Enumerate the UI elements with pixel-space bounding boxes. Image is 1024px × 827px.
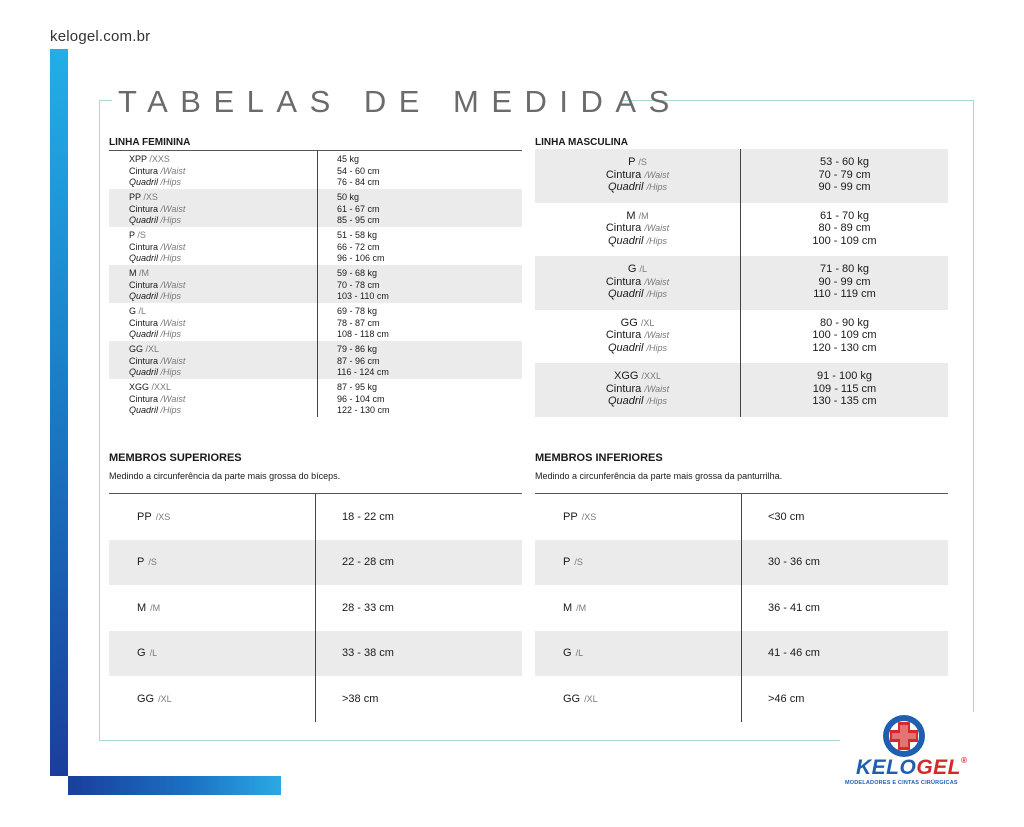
hips-label: Quadril: [607, 181, 644, 193]
size-code-en: /XL: [584, 693, 598, 704]
waist-label: Cintura: [129, 317, 159, 328]
measure-cell: [740, 149, 948, 203]
waist-label-en: /Waist: [644, 276, 670, 287]
measure-cell: [317, 379, 522, 417]
hips-label-line: [129, 215, 317, 227]
size-code-en: /L: [639, 264, 648, 274]
waist-label: Cintura: [129, 165, 159, 176]
size-code-en: /M: [150, 602, 161, 613]
size-cell: [535, 631, 741, 677]
measure-cell: [740, 256, 948, 310]
waist-label-en: /Waist: [160, 165, 186, 176]
size-code-en: /L: [575, 648, 584, 659]
table-linha-masculina: [535, 149, 948, 417]
size-line: [535, 263, 740, 276]
table-linha-feminina: [109, 150, 522, 417]
size-cell: [535, 149, 740, 203]
site-url[interactable]: kelogel.com.br: [50, 28, 151, 45]
size-cell: [109, 151, 317, 189]
measure-cell: [317, 341, 522, 379]
waist-label: Cintura: [129, 355, 159, 366]
table-row: [109, 303, 522, 341]
size-code: GG: [620, 316, 638, 329]
hips-label-line: [535, 395, 740, 408]
waist-label-line: [535, 276, 740, 289]
decorative-horizontal-bar: [68, 776, 281, 795]
table-row: [109, 341, 522, 379]
measure-cell: [315, 540, 522, 586]
logo-word-b: GEL: [916, 756, 962, 779]
size-code: G: [137, 647, 146, 660]
hips-value: 96 - 106 cm: [337, 253, 385, 263]
hips-label-line: [535, 181, 740, 194]
waist-label-en: /Waist: [644, 330, 670, 340]
size-line: [129, 192, 317, 204]
size-code: GG: [563, 692, 581, 705]
table-row: [109, 540, 522, 586]
waist-label: Cintura: [129, 279, 159, 290]
waist-label-en: /Waist: [160, 203, 186, 214]
section-title-linha-feminina: LINHA FEMININA: [109, 137, 191, 148]
size-code: G: [129, 306, 137, 316]
measure-cell: [741, 494, 948, 540]
measure-cell: [315, 494, 522, 540]
hips-value: 120 - 130 cm: [812, 341, 877, 354]
weight-value: 79 - 86 kg: [337, 344, 378, 354]
measure-cell: [740, 310, 948, 364]
size-line: [535, 156, 740, 169]
table-row: [109, 227, 522, 265]
weight-value: 50 kg: [337, 192, 360, 202]
table-row: [109, 585, 522, 631]
size-code-en: /M: [576, 602, 587, 613]
size-cell: [109, 631, 315, 677]
size-code: XPP: [129, 154, 147, 164]
measure-cell: [317, 227, 522, 265]
section-title-membros-inferiores: MEMBROS INFERIORES: [535, 452, 663, 464]
waist-label-line: [129, 280, 317, 292]
hips-label-en: /Hips: [160, 367, 182, 377]
size-code-en: /L: [149, 648, 158, 659]
size-code: M: [137, 601, 147, 614]
weight-value: 61 - 70 kg: [820, 209, 869, 222]
table-membros-superiores: [109, 493, 522, 722]
size-cell: [535, 310, 740, 364]
measure-cell: [317, 303, 522, 341]
hips-label-line: [535, 235, 740, 248]
hips-label: Quadril: [129, 215, 159, 225]
logo-registered-mark: ®: [961, 756, 968, 765]
table-membros-inferiores: [535, 493, 948, 722]
size-code-en: /XS: [155, 511, 171, 522]
section-subtitle-membros-inferiores: Medindo a circunferência da parte mais grossa da panturrilha.: [535, 471, 783, 481]
size-cell: [109, 585, 315, 631]
size-cell: [109, 540, 315, 586]
size-cell: [535, 540, 741, 586]
waist-label: Cintura: [605, 222, 642, 234]
measure-cell: [741, 540, 948, 586]
waist-label-line: [129, 356, 317, 368]
section-title-linha-masculina: LINHA MASCULINA: [535, 137, 628, 148]
hips-label: Quadril: [607, 395, 644, 407]
size-code: PP: [129, 192, 141, 202]
logo-wordmark: [856, 756, 967, 780]
waist-label-en: /Waist: [644, 169, 670, 180]
measure-cell: [741, 631, 948, 677]
hips-label-en: /Hips: [160, 329, 182, 339]
measure-value: 28 - 33 cm: [342, 601, 394, 614]
size-code: G: [563, 647, 572, 660]
hips-value: 103 - 110 cm: [337, 291, 389, 301]
size-line: [535, 317, 740, 330]
weight-value: 91 - 100 kg: [816, 370, 873, 382]
size-code-en: /XL: [145, 344, 160, 354]
hips-label: Quadril: [129, 329, 159, 339]
hips-value: 108 - 118 cm: [337, 329, 389, 339]
weight-value: 80 - 90 kg: [820, 316, 869, 329]
waist-label-line: [535, 222, 740, 235]
hips-label-en: /Hips: [160, 291, 182, 301]
size-code-en: /XL: [640, 317, 655, 328]
waist-value: 100 - 109 cm: [812, 329, 877, 341]
page-title: TABELAS DE MEDIDAS: [118, 84, 682, 119]
size-cell: [109, 227, 317, 265]
waist-label: Cintura: [129, 393, 159, 404]
measure-value: 36 - 41 cm: [768, 601, 820, 614]
hips-label-en: /Hips: [646, 182, 668, 192]
hips-label: Quadril: [129, 253, 159, 263]
hips-label: Quadril: [607, 288, 644, 300]
size-code-en: /S: [148, 557, 157, 568]
weight-value: 59 - 68 kg: [337, 268, 378, 278]
hips-label-en: /Hips: [646, 342, 668, 353]
waist-value: 70 - 79 cm: [818, 168, 871, 181]
weight-value: 53 - 60 kg: [820, 156, 869, 168]
waist-label-line: [129, 204, 317, 216]
hips-label-en: /Hips: [646, 289, 668, 299]
waist-value: 87 - 96 cm: [337, 355, 380, 366]
waist-value: 54 - 60 cm: [337, 165, 380, 176]
size-code-en: /M: [638, 210, 649, 221]
measure-value: <30 cm: [768, 510, 805, 523]
hips-label-en: /Hips: [160, 177, 182, 187]
hips-label-line: [535, 342, 740, 355]
hips-label-line: [129, 177, 317, 189]
measure-value: >46 cm: [768, 692, 805, 705]
waist-value: 109 - 115 cm: [812, 382, 877, 395]
weight-value: 87 - 95 kg: [337, 382, 378, 392]
size-cell: [109, 494, 315, 540]
size-cell: [535, 363, 740, 417]
table-row: [535, 540, 948, 586]
hips-label: Quadril: [129, 291, 159, 301]
waist-label-en: /Waist: [160, 355, 186, 366]
hips-value: 90 - 99 cm: [818, 181, 871, 193]
hips-label-en: /Hips: [160, 405, 182, 415]
measure-cell: [741, 585, 948, 631]
size-line: [129, 306, 317, 318]
hips-value: 110 - 119 cm: [813, 288, 876, 300]
waist-value: 80 - 89 cm: [818, 222, 871, 234]
hips-label-line: [129, 367, 317, 379]
size-line: [129, 230, 317, 242]
logo-tagline: MODELADORES E CINTAS CIRÚRGICAS: [845, 780, 958, 786]
measure-cell: [315, 676, 522, 722]
size-cell: [535, 676, 741, 722]
hips-label-en: /Hips: [646, 235, 668, 246]
measure-value: >38 cm: [342, 692, 379, 705]
measure-value: 22 - 28 cm: [342, 556, 394, 569]
table-row: [535, 585, 948, 631]
table-row: [109, 631, 522, 677]
size-cell: [535, 256, 740, 310]
waist-label-en: /Waist: [160, 393, 186, 404]
measure-cell: [740, 203, 948, 257]
section-title-membros-superiores: MEMBROS SUPERIORES: [109, 452, 242, 464]
table-row: [535, 494, 948, 540]
size-line: [535, 210, 740, 223]
waist-value: 61 - 67 cm: [337, 203, 380, 214]
size-code-en: /XXL: [641, 371, 662, 381]
waist-label: Cintura: [129, 241, 159, 252]
measure-value: 33 - 38 cm: [342, 647, 394, 660]
weight-value: 71 - 80 kg: [820, 263, 869, 275]
measure-cell: [317, 265, 522, 303]
size-code: M: [563, 601, 573, 614]
size-line: [129, 382, 317, 394]
size-line: [129, 154, 317, 166]
waist-label-en: /Waist: [160, 317, 186, 328]
weight-value: 51 - 58 kg: [337, 230, 378, 240]
hips-label-line: [129, 291, 317, 303]
hips-label: Quadril: [607, 234, 644, 247]
waist-value: 90 - 99 cm: [818, 275, 871, 288]
table-row: [535, 631, 948, 677]
waist-value: 70 - 78 cm: [337, 279, 380, 290]
waist-label: Cintura: [605, 329, 642, 341]
table-row: [535, 310, 948, 364]
waist-value: 66 - 72 cm: [337, 241, 380, 252]
waist-value: 78 - 87 cm: [337, 317, 380, 328]
size-cell: [109, 265, 317, 303]
measure-value: 18 - 22 cm: [342, 510, 394, 523]
size-code: XGG: [613, 370, 639, 382]
hips-label-line: [129, 405, 317, 417]
size-code-en: /XL: [158, 693, 172, 704]
size-cell: [535, 494, 741, 540]
size-code-en: /XS: [143, 192, 158, 202]
waist-label-line: [129, 394, 317, 406]
table-row: [535, 256, 948, 310]
hips-label: Quadril: [607, 341, 644, 354]
table-row: [109, 265, 522, 303]
size-code: PP: [563, 510, 578, 523]
hips-label: Quadril: [129, 177, 159, 187]
table-row: [109, 676, 522, 722]
table-row: [109, 189, 522, 227]
waist-label: Cintura: [605, 168, 642, 181]
size-code-en: /S: [638, 157, 647, 167]
hips-label: Quadril: [129, 367, 159, 377]
table-row: [535, 203, 948, 257]
waist-label-line: [129, 318, 317, 330]
hips-value: 85 - 95 cm: [337, 215, 380, 225]
size-cell: [535, 585, 741, 631]
waist-label: Cintura: [129, 203, 159, 214]
size-code: G: [627, 263, 637, 275]
size-code: P: [563, 556, 571, 569]
hips-value: 116 - 124 cm: [337, 367, 389, 377]
size-code-en: /XS: [581, 511, 597, 522]
table-row: [109, 379, 522, 417]
size-cell: [535, 203, 740, 257]
measure-value: 41 - 46 cm: [768, 647, 820, 660]
size-line: [129, 268, 317, 280]
waist-label-en: /Waist: [160, 241, 186, 252]
waist-label: Cintura: [605, 382, 642, 395]
hips-label-line: [535, 288, 740, 301]
waist-label-line: [535, 169, 740, 182]
waist-label-line: [535, 329, 740, 342]
measure-cell: [740, 363, 948, 417]
size-code-en: /S: [574, 557, 583, 568]
waist-label-en: /Waist: [160, 279, 186, 290]
hips-value: 130 - 135 cm: [812, 395, 877, 407]
size-code-en: /L: [138, 306, 147, 316]
size-code: XGG: [129, 382, 150, 392]
waist-label-en: /Waist: [644, 383, 670, 394]
hips-label-en: /Hips: [160, 253, 182, 263]
hips-label-line: [129, 253, 317, 265]
size-line: [129, 344, 317, 356]
size-code: P: [137, 556, 145, 569]
measure-cell: [317, 151, 522, 189]
hips-label-line: [129, 329, 317, 341]
table-row: [109, 494, 522, 540]
hips-value: 76 - 84 cm: [337, 177, 380, 187]
size-code: PP: [137, 510, 152, 523]
weight-value: 69 - 78 kg: [337, 306, 378, 316]
size-code: P: [129, 230, 135, 240]
waist-value: 96 - 104 cm: [337, 393, 385, 404]
hips-label-en: /Hips: [160, 215, 182, 225]
size-code: P: [628, 156, 636, 168]
weight-value: 45 kg: [337, 154, 360, 164]
hips-label-en: /Hips: [646, 396, 668, 406]
size-code: GG: [137, 692, 155, 705]
size-cell: [109, 676, 315, 722]
size-code-en: /S: [137, 230, 146, 240]
hips-value: 122 - 130 cm: [337, 405, 390, 415]
decorative-vertical-bar: [50, 49, 68, 776]
section-subtitle-membros-superiores: Medindo a circunferência da parte mais grossa do bíceps.: [109, 471, 341, 481]
hips-value: 100 - 109 cm: [812, 234, 877, 247]
measure-cell: [317, 189, 522, 227]
logo-word-a: KELO: [856, 756, 917, 779]
waist-label-line: [129, 166, 317, 178]
size-code-en: /XXS: [149, 154, 170, 164]
waist-label-line: [535, 383, 740, 396]
hips-label: Quadril: [129, 405, 159, 415]
size-cell: [109, 189, 317, 227]
size-line: [535, 370, 740, 383]
size-cell: [109, 379, 317, 417]
table-row: [109, 151, 522, 189]
table-row: [535, 363, 948, 417]
size-code: GG: [129, 344, 144, 354]
size-code-en: /M: [139, 268, 150, 278]
size-code: M: [626, 209, 636, 222]
size-code: M: [129, 268, 137, 278]
size-code-en: /XXL: [151, 382, 172, 392]
waist-label: Cintura: [605, 275, 642, 288]
table-row: [535, 149, 948, 203]
measure-cell: [315, 585, 522, 631]
size-cell: [109, 303, 317, 341]
waist-label-en: /Waist: [644, 223, 670, 233]
waist-label-line: [129, 242, 317, 254]
measure-value: 30 - 36 cm: [768, 556, 820, 569]
size-cell: [109, 341, 317, 379]
measure-cell: [315, 631, 522, 677]
